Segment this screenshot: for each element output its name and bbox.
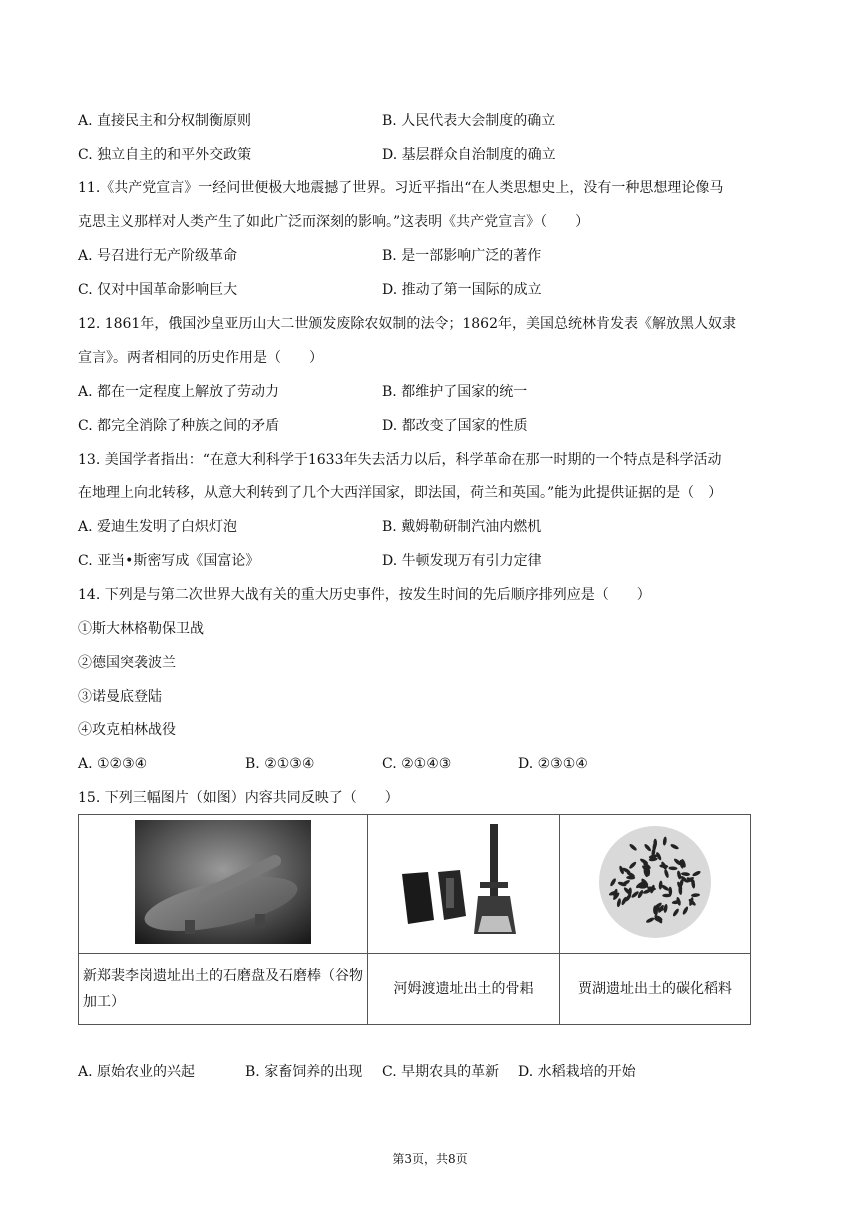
q10-option-d: D. 基层群众自治制度的确立 <box>382 147 556 163</box>
q15-option-d: D. 水稻栽培的开始 <box>518 1064 636 1080</box>
carbonized-rice-photo-cell <box>560 815 751 954</box>
q14-item-2: ②德国突袭波兰 <box>78 655 176 671</box>
q12-stem-line1: 12. 1861年，俄国沙皇亚历山大二世颁发废除农奴制的法令；1862年，美国总统林肯发表《解放黑人奴隶 <box>78 316 736 332</box>
q15-option-b: B. 家畜饲养的出现 <box>245 1064 363 1080</box>
caption-bone-spade: 河姆渡遗址出土的骨耜 <box>368 954 560 1025</box>
q11-option-c: C. 仅对中国革命影响巨大 <box>78 282 238 298</box>
carbonized-rice-photo <box>597 824 713 940</box>
caption-carbonized-rice: 贾湖遗址出土的碳化稻料 <box>560 954 751 1025</box>
q10-option-c: C. 独立自主的和平外交政策 <box>78 147 252 163</box>
q14-option-a: A. ①②③④ <box>78 756 148 772</box>
q12-stem-line2: 宣言》。两者相同的历史作用是（ ） <box>78 350 323 366</box>
q14-item-3: ③诺曼底登陆 <box>78 689 162 705</box>
q15-stem: 15. 下列三幅图片（如图）内容共同反映了（ ） <box>78 790 399 806</box>
q13-option-b: B. 戴姆勒研制汽油内燃机 <box>382 519 542 535</box>
q15-option-a: A. 原始农业的兴起 <box>78 1064 196 1080</box>
q12-option-b: B. 都维护了国家的统一 <box>382 384 528 400</box>
q11-option-b: B. 是一部影响广泛的著作 <box>382 248 542 264</box>
q14-item-4: ④攻克柏林战役 <box>78 722 176 738</box>
rice-grain <box>653 839 657 848</box>
q10-option-a: A. 直接民主和分权制衡原则 <box>78 113 252 129</box>
page-footer: 第3页，共8页 <box>392 1152 468 1166</box>
q13-stem-line2: 在地理上向北转移，从意大利转到了几个大西洋国家，即法国，荷兰和英国。”能为此提供证据的是（ ） <box>78 485 723 501</box>
q11-stem-line1: 11.《共产党宣言》一经问世便极大地震撼了世界。习近平指出“在人类思想史上，没有一种思想理论像马 <box>78 180 724 196</box>
q15-image-table <box>78 814 751 1025</box>
q13-option-d: D. 牛顿发现万有引力定律 <box>382 553 542 569</box>
q14-option-d: D. ②③①④ <box>518 756 588 772</box>
q11-option-d: D. 推动了第一国际的成立 <box>382 282 542 298</box>
q14-option-c: C. ②①④③ <box>382 756 452 772</box>
q13-option-a: A. 爱迪生发明了白炽灯泡 <box>78 519 238 535</box>
q14-stem: 14. 下列是与第二次世界大战有关的重大历史事件，按发生时间的先后顺序排列应是（ ） <box>78 587 651 603</box>
q11-option-a: A. 号召进行无产阶级革命 <box>78 248 238 264</box>
q14-item-1: ①斯大林格勒保卫战 <box>78 621 204 637</box>
q15-option-c: C. 早期农具的革新 <box>382 1064 500 1080</box>
grinding-stone-photo-cell <box>79 815 368 954</box>
bone-spade-photo <box>394 820 534 944</box>
q12-option-a: A. 都在一定程度上解放了劳动力 <box>78 384 280 400</box>
q11-stem-line2: 克思主义那样对人类产生了如此广泛而深刻的影响。”这表明《共产党宣言》（ ） <box>78 214 590 230</box>
q12-option-c: C. 都完全消除了种族之间的矛盾 <box>78 418 280 434</box>
q13-option-c: C. 亚当•斯密写成《国富论》 <box>78 553 260 569</box>
q12-option-d: D. 都改变了国家的性质 <box>382 418 528 434</box>
grinding-stone-photo <box>135 820 311 944</box>
bone-spade-photo-cell <box>368 815 560 954</box>
caption-grinding-stone: 新郑裴李岗遗址出土的石磨盘及石磨棒（谷物加工） <box>79 954 368 1025</box>
q10-option-b: B. 人民代表大会制度的确立 <box>382 113 556 129</box>
q13-stem-line1: 13. 美国学者指出：“在意大利科学于1633年失去活力以后，科学革命在那一时期的一个特点是科学活动 <box>78 452 722 468</box>
q14-option-b: B. ②①③④ <box>245 756 315 772</box>
